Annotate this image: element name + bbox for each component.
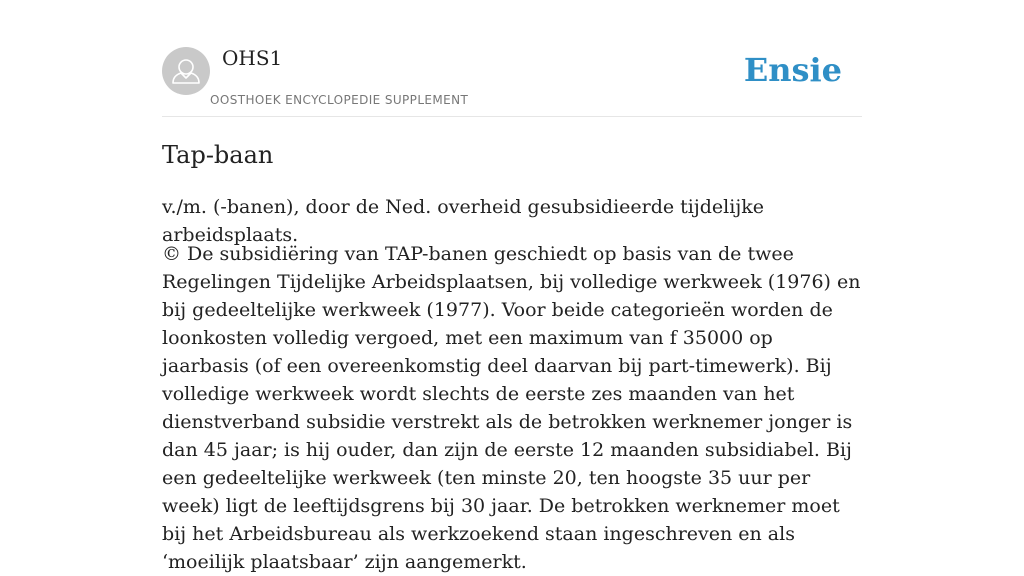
source-header [162, 46, 862, 117]
article-body: © De subsidiëring van TAP-banen geschiedt op basis van de twee Regelingen Tijdelijke Arbeidsplaatsen, bij volledige werkweek (1976) en bij gedeeltelijke werkweek (1977). Voor beide categorieën worden de loonkosten volledig vergoed, met een maximum van f 35000 op jaarbasis (of een overeenkomstig deel daarvan bij part-timewerk). Bij volledige werkweek wordt slechts de eerste zes maanden van het dienstverband subsidie verstrekt als de betrokken werknemer jonger is dan 45 jaar; is hij ouder, dan zijn de eerste 12 maanden subsidiabel. Bij een gedeeltelijke werkweek (ten minste 20, ten hoogste 35 uur per week) ligt de leeftijdsgrens bij 30 jaar. De betrokken werknemer moet bij het Arbeidsbureau als werkzoekend staan ingeschreven en als ‘moeilijk plaatsbaar’ zijn aangemerkt. [162, 243, 861, 573]
article-title: Tap-baan [162, 141, 274, 169]
avatar[interactable] [162, 47, 210, 95]
source-subtitle: OOSTHOEK ENCYCLOPEDIE SUPPLEMENT [210, 93, 469, 107]
source-name[interactable]: OHS1 [222, 46, 283, 70]
ensie-logo[interactable]: Ensie [743, 51, 842, 89]
user-icon [162, 47, 210, 95]
article-definition: v./m. (-banen), door de Ned. overheid gesubsidieerde tijdelijke arbeidsplaats. [162, 196, 764, 246]
